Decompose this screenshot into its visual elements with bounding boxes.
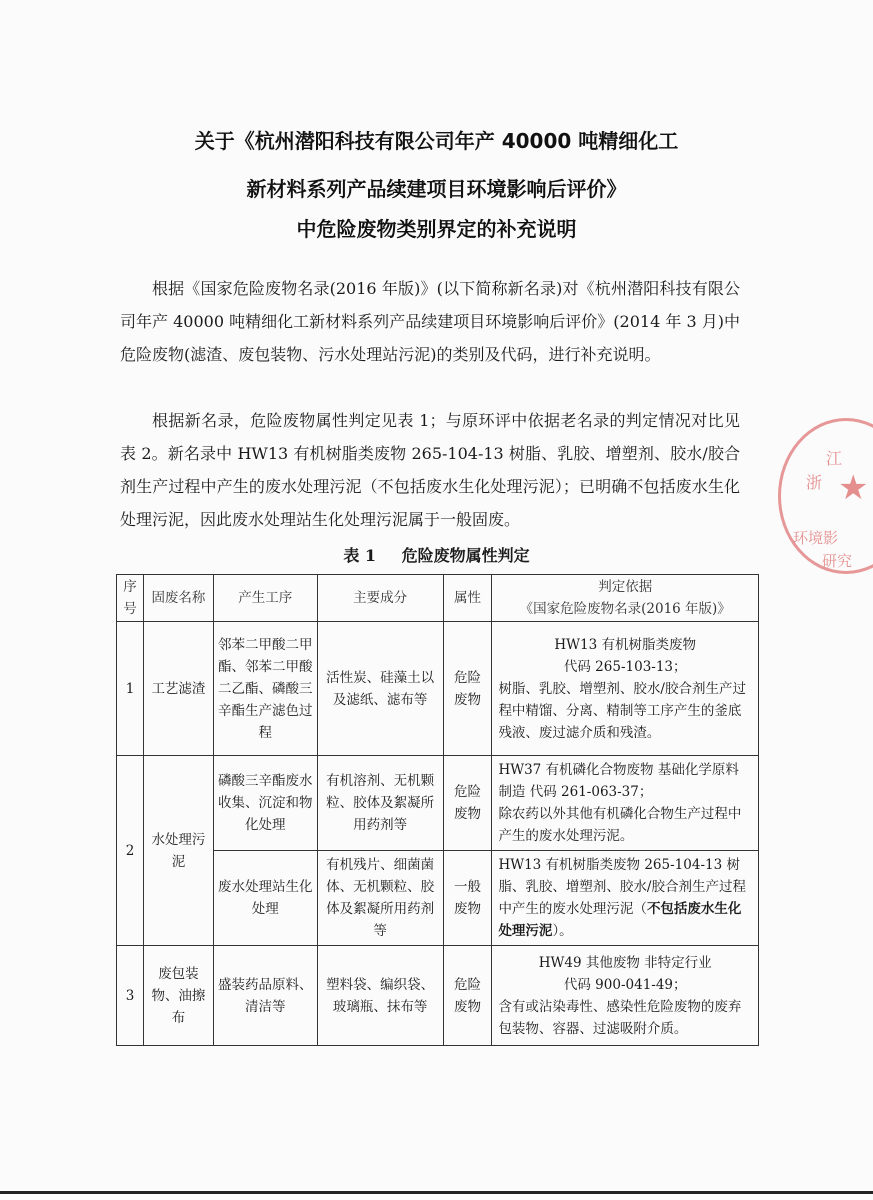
table-row [117,622,759,756]
basis-code-number: 代码 265-103-13； [563,658,687,675]
hazardous-waste-table [116,574,759,1046]
table-caption [120,543,753,566]
header-attribute: 属性 [443,575,492,622]
basis-bold-text: 不包括废水生化处理污泥 [498,901,742,939]
table-row [117,756,759,851]
table-row [117,946,759,1046]
cell-process: 邻苯二甲酸二甲酯、邻苯二甲酸二乙酯、磷酸三辛酯生产滤色过程 [213,622,317,756]
cell-waste: 工艺滤渣 [143,622,213,756]
scan-bottom-edge [0,1191,873,1194]
table-header-row [117,575,759,622]
header-process: 产生工序 [213,575,317,622]
basis-description: 除农药以外其他有机磷化合物生产过程中产生的废水处理污泥。 [498,806,742,844]
title-line-2: 新材料系列产品续建项目环境影响后评价》 [246,177,627,201]
cell-attribute: 危险废物 [443,946,492,1046]
cell-basis [492,851,759,946]
cell-process: 废水处理站生化处理 [213,851,317,946]
basis-description: 树脂、乳胶、增塑剂、胶水/胶合剂生产过程中精馏、分离、精制等工序产生的釜底残液、废过滤介质和残渣。 [498,680,746,741]
basis-code: HW13 有机树脂类废物 [554,636,697,653]
table-row [117,851,759,946]
header-basis-line2: 《国家危险废物名录(2016 年版)》 [519,601,731,617]
cell-basis [492,622,759,756]
header-waste: 固废名称 [143,575,213,622]
cell-component: 塑料袋、编织袋、玻璃瓶、抹布等 [317,946,443,1046]
table-caption-number: 表 1 [343,546,377,565]
basis-code: HW37 有机磷化合物废物 基础化学原料制造 代码 261-063-37； [498,762,739,800]
header-no: 序号 [117,575,144,622]
title-line-3: 中危险废物类别界定的补充说明 [296,217,577,241]
basis-code-number: 代码 900-041-49； [563,976,687,993]
paragraph-1-text: 根据《国家危险废物名录(2016 年版)》(以下简称新名录)对《杭州潜阳科技有限公司年产 40000 吨精细化工新材料系列产品续建项目环境影响后评价》(2014 年 3 月)中危险废物(滤渣、废包装物、污水处理站污泥)的类别及代码，进行补充说明。 [120,279,740,364]
stamp-char: 江 [826,449,843,468]
stamp-text-line: 环境影 [793,529,839,547]
header-basis [492,575,759,622]
basis-code: HW49 其他废物 非特定行业 [538,954,712,971]
cell-basis [492,946,759,1046]
cell-process: 盛装药品原料、清洁等 [213,946,317,1046]
cell-no: 2 [117,756,144,946]
paragraph-2-text: 根据新名录，危险废物属性判定见表 1；与原环评中依据老名录的判定情况对比见表 2。新名录中 HW13 有机树脂类废物 265-104-13 树脂、乳胶、增塑剂、胶水/胶合剂生产过程中产生的废水处理污泥（不包括废水生化处理污泥）；已明确不包括废水生化处理污泥，因此废水处理站生化处理污泥属于一般固废。 [120,411,740,529]
basis-text: HW13 有机树脂类废物 265-104-13 树脂、乳胶、增塑剂、胶水/胶合剂生产过程中产生的废水处理污泥（ [498,857,746,917]
cell-component: 有机残片、细菌菌体、无机颗粒、胶体及絮凝所用药剂等 [317,851,443,946]
cell-process: 磷酸三辛酯废水收集、沉淀和物化处理 [213,756,317,851]
table-caption-text: 危险废物属性判定 [401,546,530,565]
cell-no: 1 [117,622,144,756]
paragraph-1 [120,272,740,371]
basis-description: 含有或沾染毒性、感染性危险废物的废弃包装物、容器、过滤吸附介质。 [498,998,742,1037]
stamp-char: 浙 [806,473,823,492]
cell-attribute: 危险废物 [443,756,492,851]
cell-no: 3 [117,946,144,1046]
stamp-text-line: 研究 [822,552,853,570]
paragraph-2 [120,404,740,536]
stamp-star-icon: ★ [838,468,869,508]
cell-waste: 水处理污泥 [143,756,213,946]
cell-component: 有机溶剂、无机颗粒、胶体及絮凝所用药剂等 [317,756,443,851]
cell-waste: 废包装物、油擦布 [143,946,213,1046]
basis-text-end: ）。 [552,923,573,939]
header-basis-line1: 判定依据 [598,579,653,595]
title-line-1: 关于《杭州潜阳科技有限公司年产 40000 吨精细化工 [194,129,679,153]
cell-component: 活性炭、硅藻土以及滤纸、滤布等 [317,622,443,756]
cell-basis [492,756,759,851]
header-component: 主要成分 [317,575,443,622]
cell-attribute: 一般废物 [443,851,492,946]
cell-attribute: 危险废物 [443,622,492,756]
